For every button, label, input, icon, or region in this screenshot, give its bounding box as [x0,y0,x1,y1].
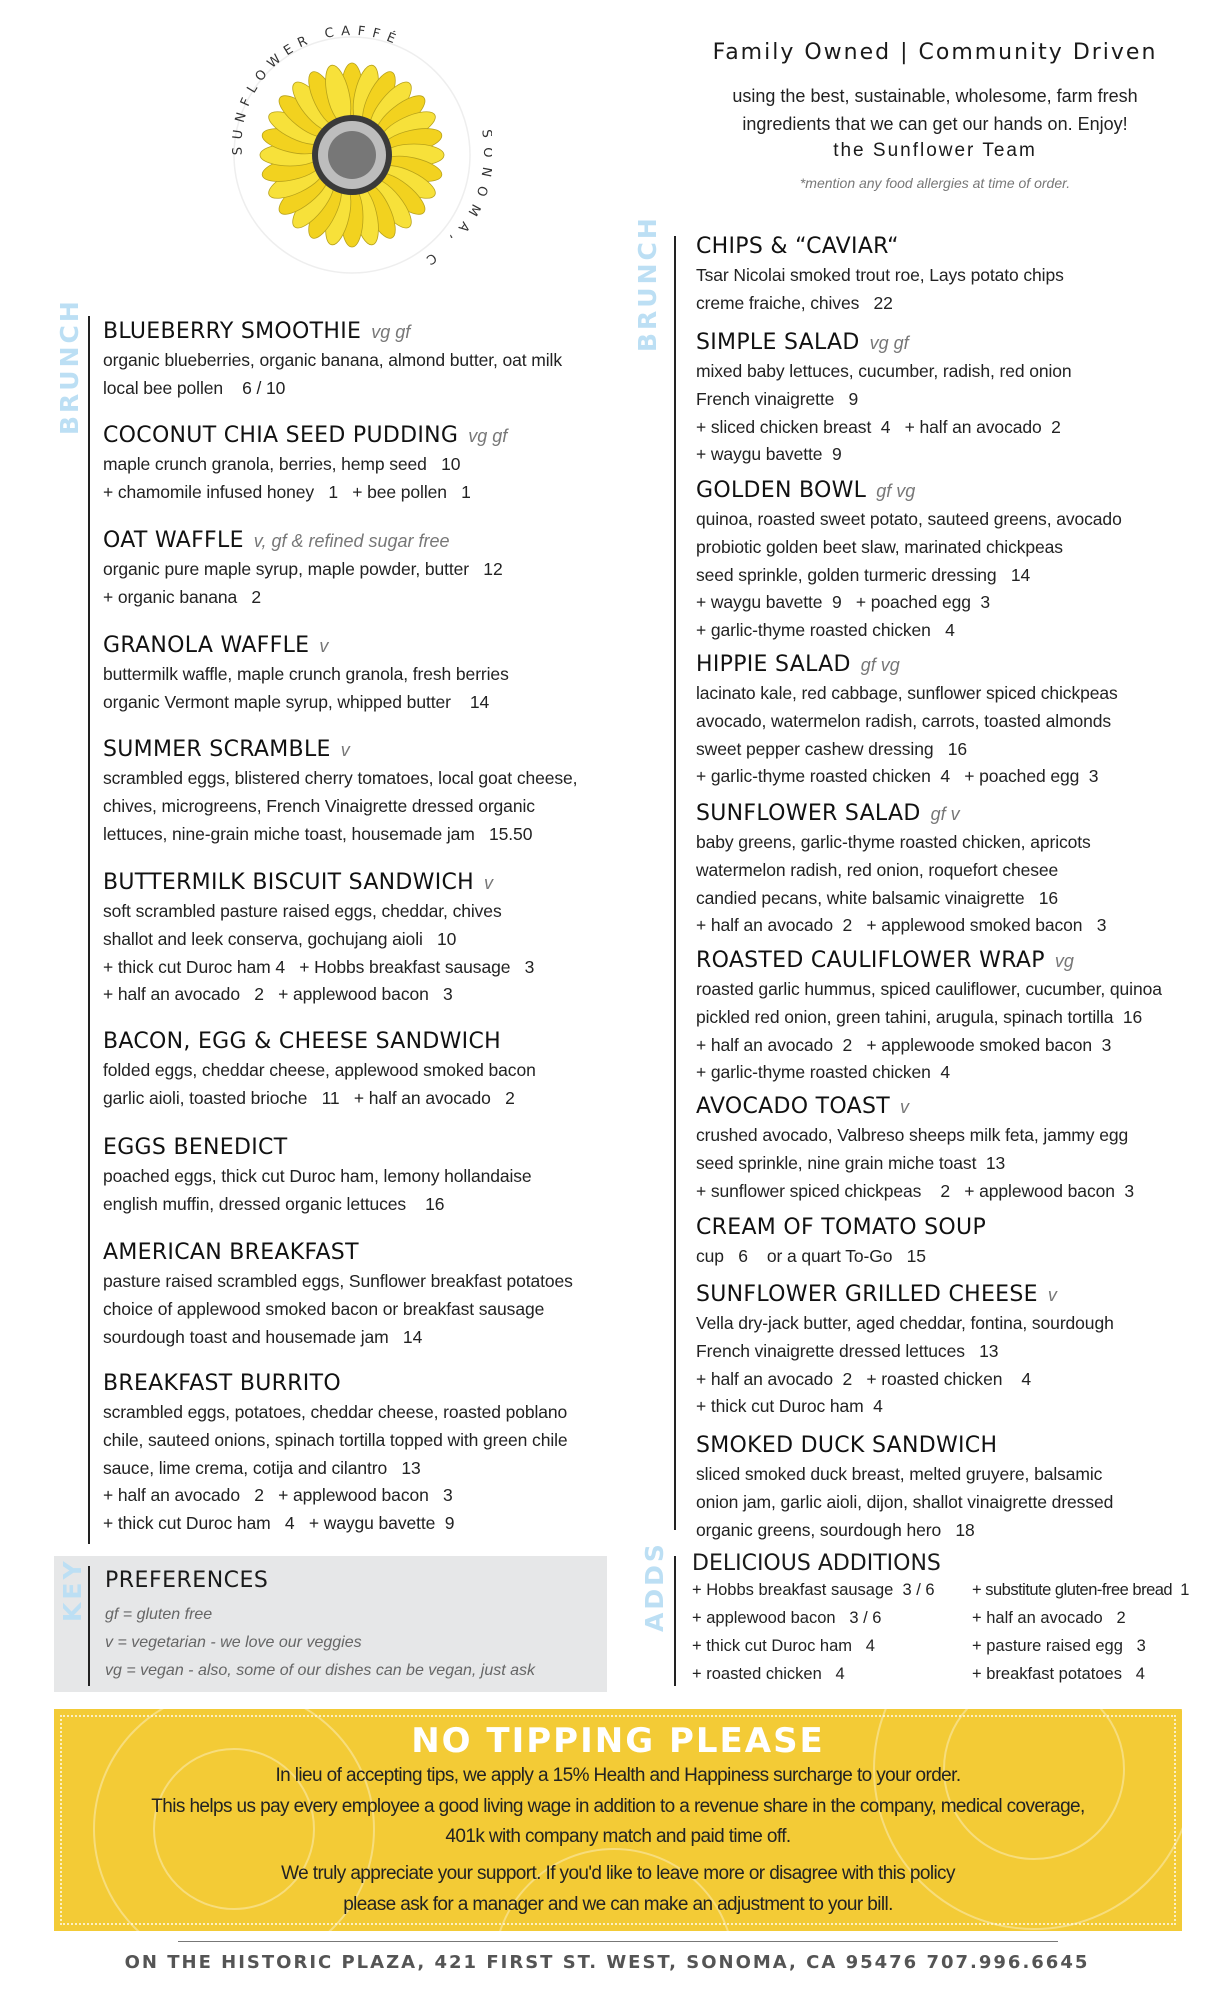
item-title: BREAKFAST BURRITO [103,1371,341,1396]
menu-item-description: + waygu bavette 9 [696,444,842,465]
menu-item-description: baby greens, garlic-thyme roasted chicken, apricots [696,832,1091,852]
menu-item-description: chile, sauteed onions, spinach tortilla topped with green chile [103,1429,568,1450]
menu-item-name [103,868,534,898]
menu-item [696,1431,1113,1544]
sunflower-logo-icon [212,20,492,280]
menu-item-description: + half an avocado 2 + applewood bacon 3 [103,1485,453,1506]
item-title: SUNFLOWER GRILLED CHEESE [696,1282,1038,1307]
menu-item [696,1092,1134,1205]
dietary-tags: vg gf [468,426,508,446]
addition-item: + breakfast potatoes 4 [972,1665,1145,1683]
menu-item-description: organic Vermont maple syrup, whipped butter 14 [103,691,490,712]
menu-item-description: lacinato kale, red cabbage, sunflower spiced chickpeas [696,683,1118,703]
menu-item-description: + thick cut Duroc ham 4 [696,1396,883,1417]
menu-item-description: sweet pepper cashew dressing 16 [696,738,968,759]
menu-item-description: scrambled eggs, potatoes, cheddar cheese, roasted poblano [103,1402,568,1422]
item-title: SUMMER SCRAMBLE [103,737,331,762]
menu-item-description: seed sprinkle, golden turmeric dressing 14 [696,564,1031,585]
menu-item [103,868,534,1009]
menu-item [103,1238,573,1351]
menu-item-description: roasted garlic hummus, spiced cauliflower, cucumber, quinoa [696,979,1162,999]
menu-item-description: crushed avocado, Valbreso sheeps milk feta, jammy egg [696,1125,1129,1145]
addition-item: + pasture raised egg 3 [972,1637,1146,1655]
item-title: BLUEBERRY SMOOTHIE [103,319,362,344]
preferences-key [54,1556,607,1692]
intro-line: using the best, sustainable, wholesome, farm fresh [732,86,1138,106]
menu-item-description: garlic aioli, toasted brioche 11 + half an avocado 2 [103,1087,515,1108]
item-title: COCONUT CHIA SEED PUDDING [103,423,459,448]
menu-item-description: + thick cut Duroc ham 4 + Hobbs breakfast sausage 3 [103,956,535,977]
addition-item: + substitute gluten-free bread 1 [972,1581,1189,1599]
menu-item-description: + half an avocado 2 + applewood smoked bacon 3 [696,915,1107,936]
dietary-tags: vg gf [371,322,411,342]
menu-item-description: candied pecans, white balsamic vinaigrette 16 [696,887,1059,908]
menu-item-name [696,1092,1134,1122]
menu-item-name [103,1238,573,1268]
menu-item-description: maple crunch granola, berries, hemp seed 10 [103,454,461,474]
dietary-tags: v [319,636,329,656]
menu-item-name [696,232,1064,262]
menu-item-name [696,650,1118,680]
tipping-line: 401k with company match and paid time off. [445,1826,791,1847]
menu-item-description: + garlic-thyme roasted chicken 4 [696,1062,950,1083]
menu-item-name [696,1280,1114,1310]
menu-item [696,1213,986,1271]
addition-item: + Hobbs breakfast sausage 3 / 6 [692,1581,935,1599]
menu-item-description: english muffin, dressed organic lettuces 16 [103,1193,445,1214]
item-title: CHIPS & “CAVIAR“ [696,234,899,259]
menu-item-description: + sliced chicken breast 4 + half an avocado 2 [696,416,1061,437]
dietary-tags: v [1047,1285,1057,1305]
menu-item [696,799,1106,940]
item-title: AMERICAN BREAKFAST [103,1240,359,1265]
tipping-line: please ask for a manager and we can make an adjustment to your bill. [343,1894,893,1915]
key-line: vg = vegan - also, some of our dishes can be vegan, just ask [105,1662,536,1679]
menu-item-description: seed sprinkle, nine grain miche toast 13 [696,1152,1006,1173]
menu-item-description: poached eggs, thick cut Duroc ham, lemony hollandaise [103,1166,532,1186]
menu-item-description: + half an avocado 2 + roasted chicken 4 [696,1368,1032,1389]
menu-item-description: Tsar Nicolai smoked trout roe, Lays potato chips [696,265,1064,285]
item-title: EGGS BENEDICT [103,1135,288,1160]
menu-item-description: + chamomile infused honey 1 + bee pollen 1 [103,481,471,502]
menu-item-description: French vinaigrette 9 [696,388,859,409]
menu-item-name [103,735,577,765]
key-line: v = vegetarian - we love our veggies [105,1634,362,1651]
menu-item-name [103,1369,568,1399]
menu-item [103,1133,532,1219]
menu-item-name [696,476,1122,506]
addition-item: + thick cut Duroc ham 4 [692,1637,875,1655]
menu-item [696,476,1122,645]
item-title: CREAM OF TOMATO SOUP [696,1215,987,1240]
menu-item-description: organic greens, sourdough hero 18 [696,1519,975,1540]
menu-item-description: French vinaigrette dressed lettuces 13 [696,1340,999,1361]
menu-item-description: shallot and leek conserva, gochujang aioli 10 [103,928,457,949]
menu-item-description: scrambled eggs, blistered cherry tomatoes, local goat cheese, [103,768,578,788]
menu-item-description: organic blueberries, organic banana, almond butter, oat milk [103,350,562,370]
menu-item-description: avocado, watermelon radish, carrots, toasted almonds [696,710,1112,731]
additions-title: DELICIOUS ADDITIONS [692,1551,941,1576]
menu-item-description: mixed baby lettuces, cucumber, radish, red onion [696,361,1072,381]
menu-item-description: onion jam, garlic aioli, dijon, shallot vinaigrette dressed [696,1491,1114,1512]
dietary-tags: v [340,740,350,760]
tipping-line: We truly appreciate your support. If you'd like to leave more or disagree with this policy [281,1863,955,1884]
dietary-tags: v [484,873,494,893]
menu-item-description: cup 6 or a quart To-Go 15 [696,1246,926,1266]
menu-item [696,650,1118,791]
addition-item: + half an avocado 2 [972,1609,1126,1627]
dietary-tags: v [900,1097,910,1117]
logo-arc-text: SUNFLOWER CAFFÉ [230,23,404,156]
logo [212,20,492,280]
menu-item [696,232,1064,318]
section-label-key: KEY [58,1558,87,1622]
menu-item-description: choice of applewood smoked bacon or breakfast sausage [103,1298,545,1319]
dietary-tags: gf v [930,804,960,824]
dietary-tags: vg [1054,951,1074,971]
item-title: SUNFLOWER SALAD [696,801,921,826]
menu-item-name [103,526,503,556]
menu-item-description: folded eggs, cheddar cheese, applewood smoked bacon [103,1060,536,1080]
menu-item-description: sourdough toast and housemade jam 14 [103,1326,423,1347]
preferences-title: PREFERENCES [105,1568,269,1593]
menu-item [103,735,577,848]
item-title: ROASTED CAULIFLOWER WRAP [696,948,1045,973]
menu-item-description: Vella dry-jack butter, aged cheddar, fontina, sourdough [696,1313,1114,1333]
item-title: SMOKED DUCK SANDWICH [696,1433,998,1458]
section-label-brunch: BRUNCH [55,298,84,435]
menu-item-description: chives, microgreens, French Vinaigrette dressed organic [103,795,535,816]
menu-item-description: watermelon radish, red onion, roquefort chesee [696,859,1059,880]
menu-item-description: buttermilk waffle, maple crunch granola, fresh berries [103,664,509,684]
menu-item-description: sauce, lime crema, cotija and cilantro 13 [103,1457,421,1478]
menu-item-description: sliced smoked duck breast, melted gruyere, balsamic [696,1464,1103,1484]
addition-item: + roasted chicken 4 [692,1665,845,1683]
menu-item-description: lettuces, nine-grain miche toast, housemade jam 15.50 [103,823,533,844]
tagline: Family Owned | Community Driven [712,40,1158,65]
menu-item-description: creme fraiche, chives 22 [696,292,893,313]
menu-item-name [696,799,1106,829]
menu-item-description: + half an avocado 2 + applewoode smoked bacon 3 [696,1034,1112,1055]
menu-item [696,328,1072,469]
no-tipping-banner [54,1709,1182,1931]
menu-item [103,631,509,717]
menu-item-name [103,317,562,347]
item-title: BUTTERMILK BISCUIT SANDWICH [103,870,475,895]
intro-line: ingredients that we can get our hands on. Enjoy! [742,114,1128,134]
divider [88,1566,90,1686]
allergy-note: *mention any food allergies at time of order. [799,175,1071,191]
menu-item-name [103,421,507,451]
item-title: HIPPIE SALAD [696,652,851,677]
dietary-tags: gf vg [860,655,900,675]
item-title: GRANOLA WAFFLE [103,633,310,658]
section-label-adds: ADDS [640,1541,669,1632]
section-label-brunch: BRUNCH [633,215,662,352]
divider [88,316,90,1544]
menu-item-name [103,1133,532,1163]
menu-item-name [696,1431,1113,1461]
menu-item-description: pasture raised scrambled eggs, Sunflower breakfast potatoes [103,1271,573,1291]
item-title: OAT WAFFLE [103,528,244,553]
menu-item-name [103,631,509,661]
menu-item-description: + waygu bavette 9 + poached egg 3 [696,592,991,613]
no-tipping-title: NO TIPPING PLEASE [411,1721,825,1761]
menu-item-description: + thick cut Duroc ham 4 + waygu bavette 9 [103,1513,455,1534]
menu-item-description: + organic banana 2 [103,586,262,607]
menu-item-description: organic pure maple syrup, maple powder, butter 12 [103,559,503,579]
menu-item-name [103,1027,536,1057]
key-line: gf = gluten free [105,1606,213,1623]
item-title: BACON, EGG & CHEESE SANDWICH [103,1029,501,1054]
tipping-line: This helps us pay every employee a good living wage in addition to a revenue share in the company, medical coverage, [151,1796,1085,1817]
menu-item [103,1369,568,1538]
addition-item: + applewood bacon 3 / 6 [692,1609,882,1627]
divider [674,236,676,1530]
menu-item-description: probiotic golden beet slaw, marinated chickpeas [696,536,1063,557]
footer-divider [178,1941,1058,1942]
menu-item-description: pickled red onion, green tahini, arugula, spinach tortilla 16 [696,1006,1143,1027]
tipping-line: In lieu of accepting tips, we apply a 15% Health and Happiness surcharge to your order. [275,1765,961,1786]
menu-item [696,1280,1114,1421]
menu-item-description: + garlic-thyme roasted chicken 4 [696,620,955,641]
dietary-tags: vg gf [869,333,909,353]
menu-item-name [696,946,1162,976]
menu-item-description: + garlic-thyme roasted chicken 4 + poached egg 3 [696,766,1099,787]
divider [674,1556,676,1686]
menu-item [103,526,503,612]
menu-item-description: local bee pollen 6 / 10 [103,377,286,398]
item-title: SIMPLE SALAD [696,330,860,355]
item-title: AVOCADO TOAST [696,1094,891,1119]
dietary-tags: gf vg [876,481,916,501]
menu-item-name [696,1213,986,1243]
signature: the Sunflower Team [833,140,1037,161]
logo-side-text: OMA, C [415,183,491,272]
menu-item [696,946,1162,1087]
footer-address: ON THE HISTORIC PLAZA, 421 FIRST ST. WEST, SONOMA, CA 95476 707.996.6645 [124,1952,1090,1973]
menu-item [103,421,507,507]
menu-item-name [696,328,1072,358]
menu-item-description: quinoa, roasted sweet potato, sauteed greens, avocado [696,509,1122,529]
menu-item-description: soft scrambled pasture raised eggs, cheddar, chives [103,901,502,921]
item-title: GOLDEN BOWL [696,478,867,503]
menu-item-description: + half an avocado 2 + applewood bacon 3 [103,984,453,1005]
menu-item-description: + sunflower spiced chickpeas 2 + applewood bacon 3 [696,1180,1135,1201]
menu-item [103,317,562,403]
dietary-tags: v, gf & refined sugar free [253,531,450,551]
menu-item [103,1027,536,1113]
